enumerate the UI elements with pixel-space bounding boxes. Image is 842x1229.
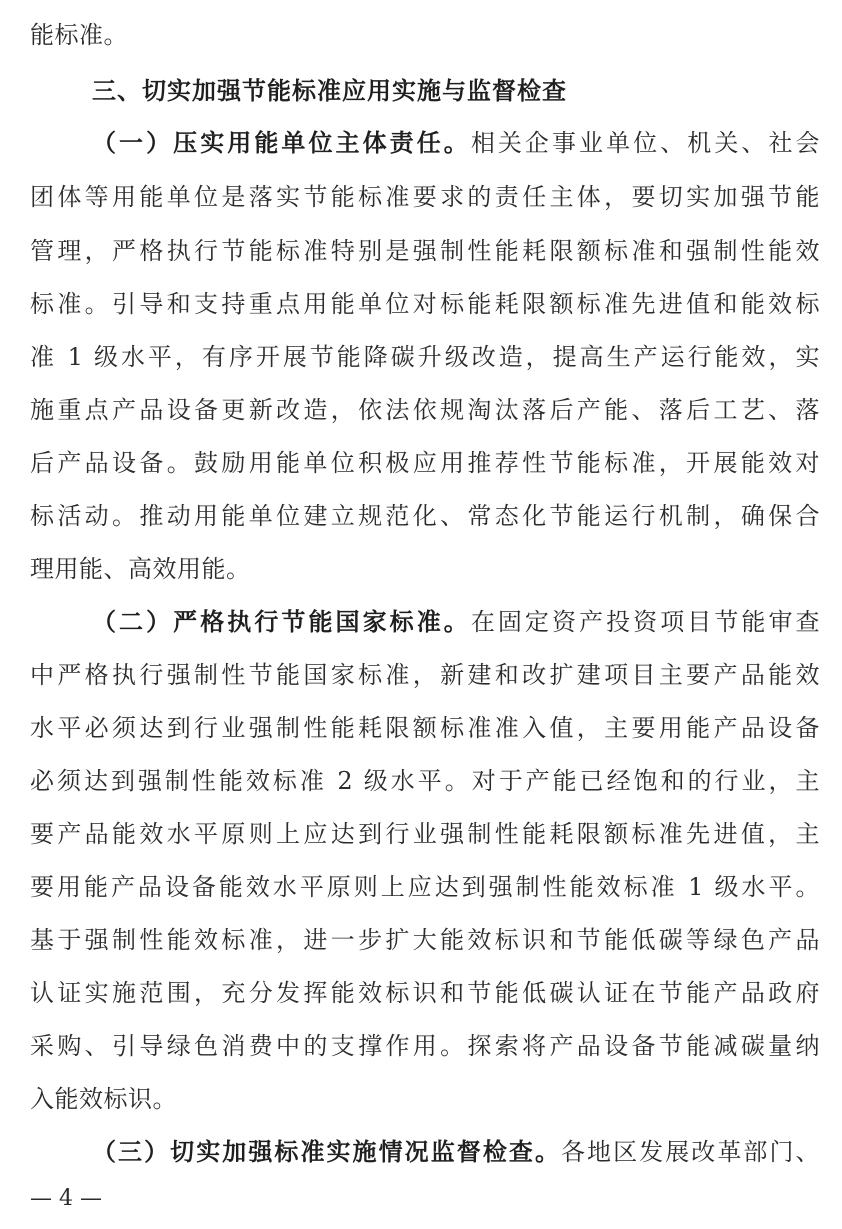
paragraph-lead-title: （一）压实用能单位主体责任。	[92, 129, 471, 157]
body-text-line: 要产品能效水平原则上应达到行业强制性能耗限额标准先进值，主	[30, 820, 820, 848]
body-text-line: 基于强制性能效标准，进一步扩大能效标识和节能低碳等绿色产品	[30, 926, 820, 954]
body-text-line: 管理，严格执行节能标准特别是强制性能耗限额标准和强制性能效	[30, 237, 820, 265]
body-text-line: 团体等用能单位是落实节能标准要求的责任主体，要切实加强节能	[30, 183, 820, 211]
body-text-line: 后产品设备。鼓励用能单位积极应用推荐性节能标准，开展能效对	[30, 449, 820, 477]
body-text-line: 必须达到强制性能效标准 2 级水平。对于产能已经饱和的行业，主	[30, 767, 820, 795]
body-text-line: 标活动。推动用能单位建立规范化、常态化节能运行机制，确保合	[30, 502, 820, 530]
body-text-line: 中严格执行强制性节能国家标准，新建和改扩建项目主要产品能效	[30, 661, 820, 689]
section-heading: 三、切实加强节能标准应用实施与监督检查	[92, 77, 567, 105]
body-text-line: 标准。引导和支持重点用能单位对标能耗限额标准先进值和能效标	[30, 290, 820, 318]
paragraph-lead-title: （二）严格执行节能国家标准。	[92, 608, 471, 636]
paragraph-first-line	[92, 605, 820, 639]
page-number: — 4 —	[30, 1186, 102, 1211]
paragraph-first-line	[92, 126, 820, 160]
paragraph-text: 相关企事业单位、机关、社会	[470, 129, 821, 157]
body-text-line: 入能效标识。	[30, 1085, 177, 1113]
body-text-line: 认证实施范围，充分发挥能效标识和节能低碳认证在节能产品政府	[30, 979, 820, 1007]
paragraph-lead-title: （三）切实加强标准实施情况监督检查。	[92, 1138, 561, 1166]
body-text-line: 理用能、高效用能。	[30, 555, 251, 583]
paragraph-text: 各地区发展改革部门、	[561, 1138, 820, 1166]
body-text-line: 施重点产品设备更新改造，依法依规淘汰落后产能、落后工艺、落	[30, 396, 820, 424]
body-text-line: 水平必须达到行业强制性能耗限额标准准入值，主要用能产品设备	[30, 714, 820, 742]
paragraph-first-line	[92, 1135, 820, 1169]
body-text-line: 采购、引导绿色消费中的支撑作用。探索将产品设备节能减碳量纳	[30, 1032, 820, 1060]
body-text-line: 要用能产品设备能效水平原则上应达到强制性能效标准 1 级水平。	[30, 873, 820, 901]
paragraph-text: 在固定资产投资项目节能审查	[470, 608, 821, 636]
body-text-line: 准 1 级水平，有序开展节能降碳升级改造，提高生产运行能效，实	[30, 343, 820, 371]
body-text-line: 能标准。	[30, 21, 128, 49]
